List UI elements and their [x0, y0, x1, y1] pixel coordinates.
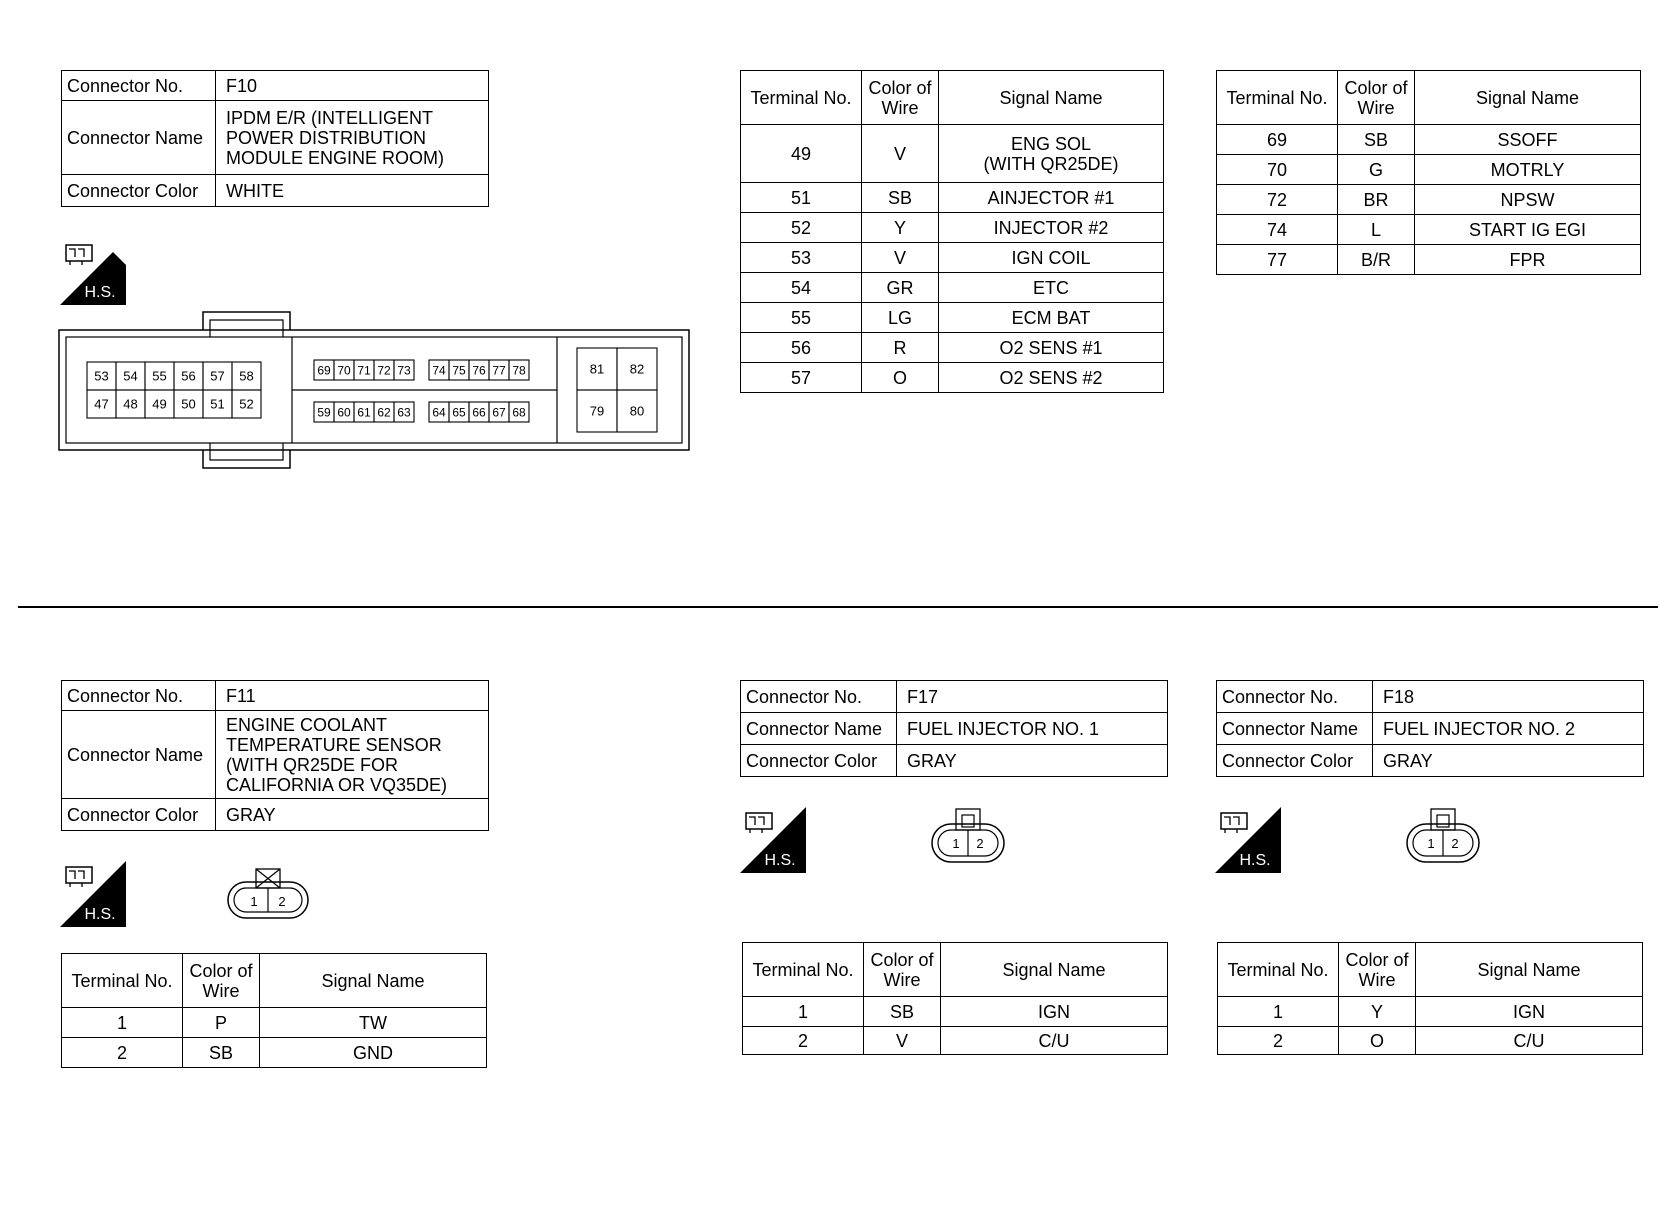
color-of-wire-header-line: Color of	[1344, 77, 1408, 98]
signal-name-cell	[939, 243, 1164, 273]
signal-name-line: O2 SENS #2	[999, 367, 1103, 388]
color-of-wire-header	[864, 943, 941, 997]
connector-name-label: Connector Name	[62, 101, 216, 175]
pin-label: 65	[452, 405, 466, 420]
f11-name-line: TEMPERATURE SENSOR	[226, 734, 442, 755]
pin-label: 2	[278, 894, 286, 909]
connector-no-label: Connector No.	[741, 681, 897, 713]
pin-label: 52	[239, 396, 254, 412]
connector-no-label: Connector No.	[62, 71, 216, 101]
f10-terminal-table-a	[740, 70, 1164, 393]
pin-label: 74	[432, 363, 446, 378]
wire-color-cell: SB	[183, 1038, 260, 1068]
pin-label: 2	[1451, 836, 1459, 851]
pin-label: 59	[317, 405, 331, 420]
pin-label: 67	[492, 405, 506, 420]
pin-label: 56	[181, 368, 196, 384]
pin-label: 47	[94, 396, 109, 412]
f11-name-line: (WITH QR25DE FOR	[226, 754, 399, 775]
terminal-no-cell: 1	[62, 1008, 183, 1038]
table-row	[741, 125, 1164, 183]
pin-label: 61	[357, 405, 371, 420]
pin-label: 66	[472, 405, 486, 420]
signal-name-cell	[939, 213, 1164, 243]
wire-color-cell: Y	[862, 213, 939, 243]
wire-color-cell: LG	[862, 303, 939, 333]
pin-label: 70	[337, 363, 351, 378]
signal-name-cell	[939, 363, 1164, 393]
pin-label: 1	[952, 836, 960, 851]
color-of-wire-header-line: Color of	[868, 77, 932, 98]
f10-name-line: POWER DISTRIBUTION	[226, 127, 427, 148]
f17-terminal-table	[742, 942, 1168, 1055]
f10-connector-face	[58, 310, 692, 472]
connector-color-label: Connector Color	[62, 799, 216, 831]
table-row	[1218, 1027, 1643, 1055]
wire-color-cell: V	[862, 125, 939, 183]
terminal-no-cell: 74	[1217, 215, 1338, 245]
terminal-no-cell: 2	[62, 1038, 183, 1068]
connector-name-label: Connector Name	[1217, 713, 1373, 745]
signal-name-cell: NPSW	[1415, 185, 1641, 215]
signal-name-cell: SSOFF	[1415, 125, 1641, 155]
table-row	[741, 333, 1164, 363]
wire-color-cell: G	[1338, 155, 1415, 185]
wire-color-cell: O	[1339, 1027, 1416, 1055]
f11-connector-face	[226, 866, 312, 922]
signal-name-cell: TW	[260, 1008, 487, 1038]
table-row	[741, 183, 1164, 213]
color-of-wire-header	[862, 71, 939, 125]
pin-label: 62	[377, 405, 391, 420]
table-row	[741, 303, 1164, 333]
color-of-wire-header-line: Wire	[202, 980, 240, 1001]
signal-name-line: ECM BAT	[1011, 307, 1091, 328]
color-of-wire-header-line: Color of	[870, 949, 934, 970]
f11-connector-color: GRAY	[216, 799, 489, 831]
f18-connector-no: F18	[1373, 681, 1644, 713]
terminal-no-header: Terminal No.	[62, 954, 183, 1008]
signal-name-cell	[939, 183, 1164, 213]
terminal-no-header: Terminal No.	[1218, 943, 1339, 997]
terminal-no-cell: 1	[1218, 997, 1339, 1027]
terminal-no-header: Terminal No.	[743, 943, 864, 997]
terminal-no-cell: 69	[1217, 125, 1338, 155]
table-row	[741, 273, 1164, 303]
pin-label: 55	[152, 368, 167, 384]
signal-name-header: Signal Name	[941, 943, 1168, 997]
table-row	[741, 213, 1164, 243]
connector-color-label: Connector Color	[62, 175, 216, 207]
harness-side-icon	[1215, 807, 1281, 873]
terminal-no-cell: 54	[741, 273, 862, 303]
signal-name-line: AINJECTOR #1	[987, 187, 1115, 208]
pin-label: 1	[250, 894, 258, 909]
terminal-no-cell: 56	[741, 333, 862, 363]
table-row	[1217, 245, 1641, 275]
table-row	[1217, 125, 1641, 155]
signal-name-line: INJECTOR #2	[993, 217, 1109, 238]
wire-color-cell: SB	[864, 997, 941, 1027]
signal-name-line: (WITH QR25DE)	[983, 153, 1119, 174]
color-of-wire-header-line: Wire	[1358, 969, 1396, 990]
pin-label: 2	[976, 836, 984, 851]
signal-name-cell: MOTRLY	[1415, 155, 1641, 185]
f11-name-line: CALIFORNIA OR VQ35DE)	[226, 774, 448, 795]
pin-label: 80	[629, 403, 645, 419]
hs-label: H.S.	[1239, 852, 1271, 869]
signal-name-cell	[939, 303, 1164, 333]
terminal-no-header: Terminal No.	[1217, 71, 1338, 125]
table-row	[1217, 185, 1641, 215]
f17-connector-name: FUEL INJECTOR NO. 1	[897, 713, 1168, 745]
terminal-no-cell: 70	[1217, 155, 1338, 185]
signal-name-cell: C/U	[1416, 1027, 1643, 1055]
pin-label: 53	[94, 368, 109, 384]
pin-label: 58	[239, 368, 254, 384]
f10-connector-info-table	[61, 70, 489, 207]
terminal-no-cell: 72	[1217, 185, 1338, 215]
signal-name-line: IGN COIL	[1011, 247, 1091, 268]
f18-connector-info-table	[1216, 680, 1644, 777]
wire-color-cell: GR	[862, 273, 939, 303]
pin-label: 68	[512, 405, 526, 420]
terminal-no-cell: 55	[741, 303, 862, 333]
f18-connector-name: FUEL INJECTOR NO. 2	[1373, 713, 1644, 745]
signal-name-cell: START IG EGI	[1415, 215, 1641, 245]
harness-side-icon	[60, 239, 126, 305]
pin-label: 69	[317, 363, 331, 378]
pin-label: 63	[397, 405, 411, 420]
f11-connector-info-table	[61, 680, 489, 831]
color-of-wire-header	[183, 954, 260, 1008]
color-of-wire-header-line: Color of	[189, 960, 253, 981]
terminal-no-cell: 49	[741, 125, 862, 183]
signal-name-cell: IGN	[1416, 997, 1643, 1027]
f18-connector-face	[1405, 806, 1483, 866]
section-divider	[18, 606, 1658, 608]
wire-color-cell: SB	[862, 183, 939, 213]
signal-name-line: ENG SOL	[1010, 133, 1092, 154]
wire-color-cell: L	[1338, 215, 1415, 245]
wire-color-cell: R	[862, 333, 939, 363]
signal-name-cell	[939, 125, 1164, 183]
connector-color-label: Connector Color	[741, 745, 897, 777]
pin-label: 60	[337, 405, 351, 420]
f10-connector-name	[216, 101, 489, 175]
pin-label: 82	[629, 361, 645, 377]
color-of-wire-header	[1339, 943, 1416, 997]
hs-label: H.S.	[84, 284, 116, 301]
pin-label: 78	[512, 363, 526, 378]
hs-label: H.S.	[764, 852, 796, 869]
f10-connector-no: F10	[216, 71, 489, 101]
pin-label: 75	[452, 363, 466, 378]
pin-label: 50	[181, 396, 196, 412]
pin-label: 1	[1427, 836, 1435, 851]
terminal-no-cell: 2	[1218, 1027, 1339, 1055]
pin-label: 72	[377, 363, 391, 378]
color-of-wire-header-line: Color of	[1345, 949, 1409, 970]
terminal-no-cell: 57	[741, 363, 862, 393]
signal-name-cell: FPR	[1415, 245, 1641, 275]
f18-connector-color: GRAY	[1373, 745, 1644, 777]
color-of-wire-header	[1338, 71, 1415, 125]
f11-connector-no: F11	[216, 681, 489, 711]
terminal-no-cell: 1	[743, 997, 864, 1027]
pin-label: 51	[210, 396, 225, 412]
table-row	[1217, 215, 1641, 245]
wire-color-cell: O	[862, 363, 939, 393]
signal-name-header: Signal Name	[939, 71, 1164, 125]
signal-name-line: O2 SENS #1	[999, 337, 1103, 358]
harness-side-icon	[60, 861, 126, 927]
wire-color-cell: V	[862, 243, 939, 273]
pin-label: 64	[432, 405, 446, 420]
f17-connector-no: F17	[897, 681, 1168, 713]
wire-color-cell: Y	[1339, 997, 1416, 1027]
signal-name-cell	[939, 273, 1164, 303]
signal-name-header: Signal Name	[260, 954, 487, 1008]
table-row	[62, 1008, 487, 1038]
color-of-wire-header-line: Wire	[1357, 97, 1395, 118]
f18-terminal-table	[1217, 942, 1643, 1055]
connector-color-label: Connector Color	[1217, 745, 1373, 777]
table-row	[741, 363, 1164, 393]
connector-no-label: Connector No.	[62, 681, 216, 711]
f10-terminal-table-b	[1216, 70, 1641, 275]
f17-connector-color: GRAY	[897, 745, 1168, 777]
f10-connector-color: WHITE	[216, 175, 489, 207]
wire-color-cell: BR	[1338, 185, 1415, 215]
signal-name-cell: GND	[260, 1038, 487, 1068]
pin-label: 79	[589, 403, 605, 419]
signal-name-header: Signal Name	[1416, 943, 1643, 997]
signal-name-line: ETC	[1033, 277, 1069, 298]
pin-label: 73	[397, 363, 411, 378]
f17-connector-info-table	[740, 680, 1168, 777]
terminal-no-cell: 53	[741, 243, 862, 273]
pin-label: 48	[123, 396, 138, 412]
table-row	[62, 1038, 487, 1068]
connector-no-label: Connector No.	[1217, 681, 1373, 713]
table-row	[1217, 155, 1641, 185]
terminal-no-header: Terminal No.	[741, 71, 862, 125]
signal-name-cell: C/U	[941, 1027, 1168, 1055]
color-of-wire-header-line: Wire	[883, 969, 921, 990]
table-row	[743, 997, 1168, 1027]
terminal-no-cell: 52	[741, 213, 862, 243]
pin-label: 76	[472, 363, 486, 378]
terminal-no-cell: 77	[1217, 245, 1338, 275]
pin-label: 71	[357, 363, 371, 378]
connector-name-label: Connector Name	[741, 713, 897, 745]
pin-label: 81	[589, 361, 605, 377]
f17-connector-face	[930, 806, 1008, 866]
connector-name-label: Connector Name	[62, 711, 216, 799]
terminal-no-cell: 2	[743, 1027, 864, 1055]
hs-label: H.S.	[84, 906, 116, 923]
f11-connector-name	[216, 711, 489, 799]
pin-label: 54	[123, 368, 138, 384]
wire-color-cell: SB	[1338, 125, 1415, 155]
f10-name-line: IPDM E/R (INTELLIGENT	[226, 107, 434, 128]
signal-name-cell: IGN	[941, 997, 1168, 1027]
harness-side-icon	[740, 807, 806, 873]
wire-color-cell: V	[864, 1027, 941, 1055]
f11-name-line: ENGINE COOLANT	[226, 714, 388, 735]
table-row	[1218, 997, 1643, 1027]
signal-name-cell	[939, 333, 1164, 363]
table-row	[741, 243, 1164, 273]
signal-name-header: Signal Name	[1415, 71, 1641, 125]
color-of-wire-header-line: Wire	[881, 97, 919, 118]
f11-terminal-table	[61, 953, 487, 1068]
pin-label: 57	[210, 368, 225, 384]
terminal-no-cell: 51	[741, 183, 862, 213]
wire-color-cell: P	[183, 1008, 260, 1038]
f10-name-line: MODULE ENGINE ROOM)	[226, 147, 445, 168]
table-row	[743, 1027, 1168, 1055]
pin-label: 49	[152, 396, 167, 412]
wire-color-cell: B/R	[1338, 245, 1415, 275]
pin-label: 77	[492, 363, 506, 378]
